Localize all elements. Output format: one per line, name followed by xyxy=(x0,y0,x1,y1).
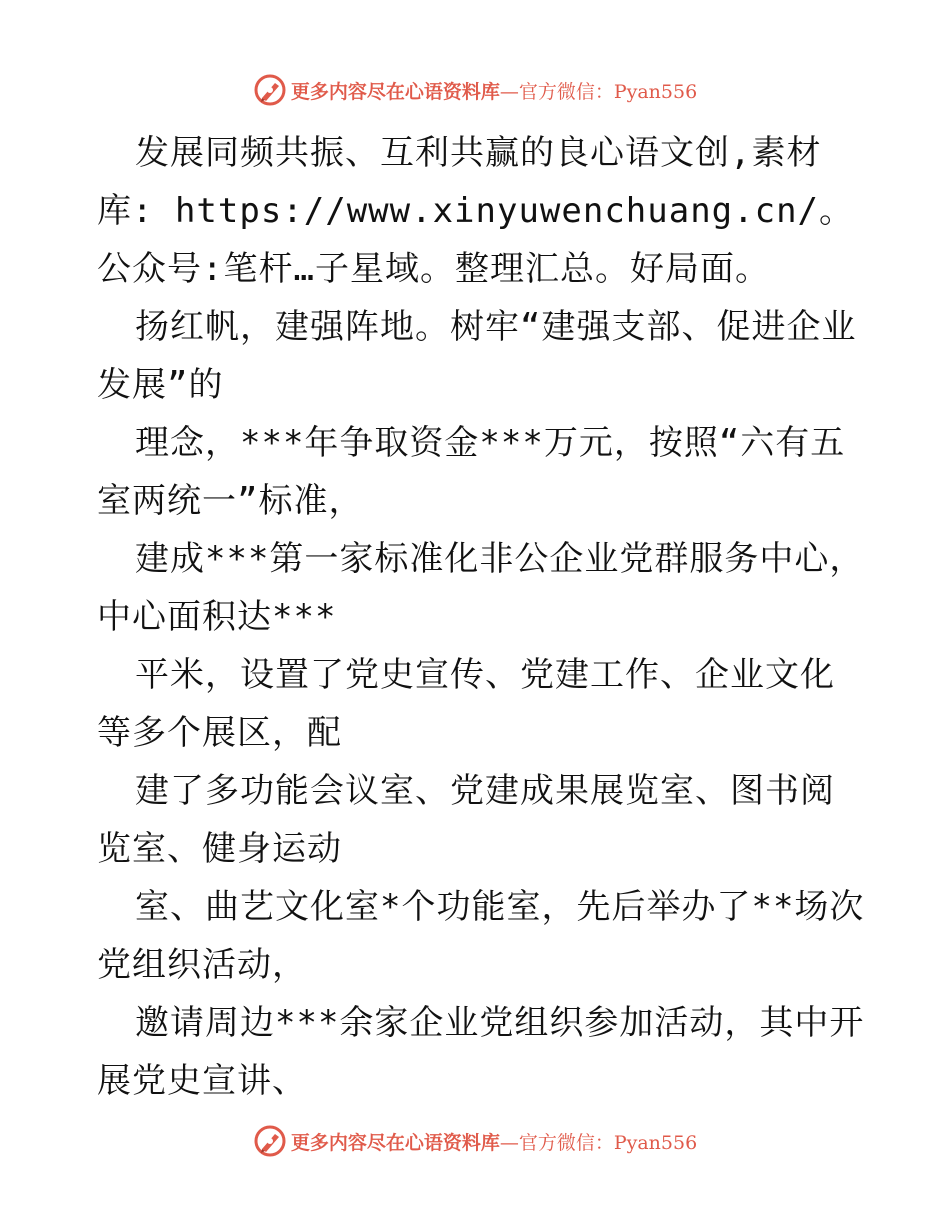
pen-logo-icon xyxy=(253,1124,287,1158)
paragraph: 发展同频共振、互利共赢的良心语文创,素材库: https://www.xinyuwenchuang.cn/。公众号:笔杆…子星域。整理汇总。好局面。 xyxy=(97,133,855,289)
header-watermark-banner xyxy=(0,70,950,110)
paragraph: 理念，***年争取资金***万元，按照“六有五室两统一”标准， xyxy=(97,423,846,521)
paragraph: 平米，设置了党史宣传、党建工作、企业文化等多个展区，配 xyxy=(97,655,835,753)
paragraph: 建成***第一家标准化非公企业党群服务中心，中心面积达*** xyxy=(97,539,865,637)
paragraph: 建了多功能会议室、党建成果展览室、图书阅览室、健身运动 xyxy=(97,771,835,869)
watermark-text: 更多内容尽在心语资料库—官方微信：Pyan556 xyxy=(290,1131,698,1154)
paragraph: 邀请周边***余家企业党组织参加活动，其中开展党史宣讲、 xyxy=(97,1003,865,1101)
paragraph: 扬红帆，建强阵地。树牢“建强支部、促进企业发展”的 xyxy=(97,307,857,405)
pen-logo-icon xyxy=(253,73,287,107)
paragraph: 室、曲艺文化室*个功能室，先后举办了**场次党组织活动， xyxy=(97,887,865,985)
footer-watermark-banner xyxy=(0,1121,950,1161)
watermark-text: 更多内容尽在心语资料库—官方微信：Pyan556 xyxy=(290,80,698,103)
document-body xyxy=(97,124,867,1110)
